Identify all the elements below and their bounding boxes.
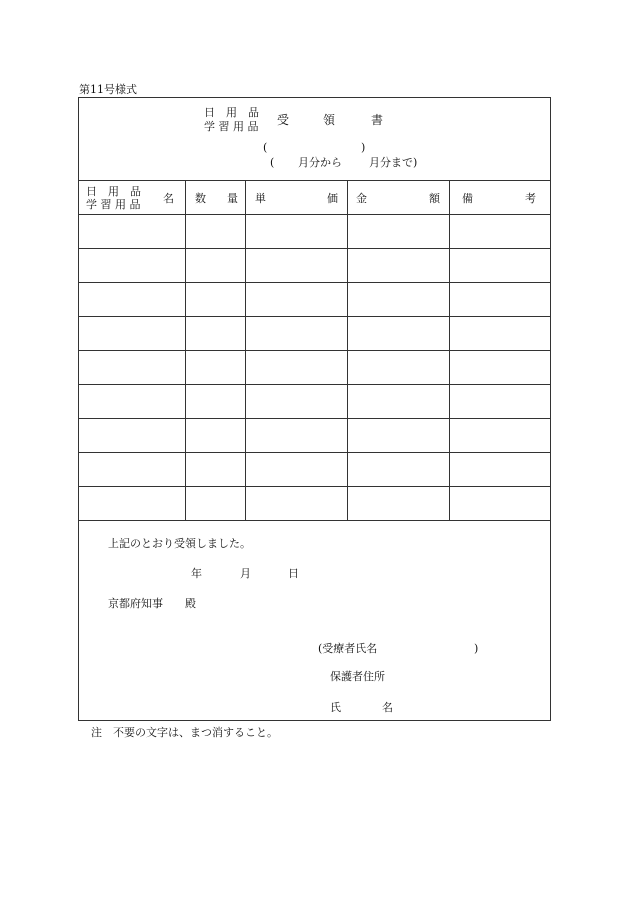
- title-category-line1: 日 用 品: [204, 106, 259, 119]
- table-row-rule: [78, 520, 550, 521]
- period-to: 月分まで): [369, 156, 418, 169]
- period-from: 月分から: [298, 156, 342, 169]
- paren-close: ): [361, 141, 366, 154]
- paren-open: (: [263, 141, 268, 154]
- name-label-a: 氏: [330, 701, 341, 714]
- recipient-label: (受療者氏名: [318, 642, 378, 655]
- col-item-line1: 日 用 品: [86, 185, 141, 198]
- name-label-b: 名: [382, 701, 393, 714]
- table-row-rule: [78, 316, 550, 317]
- title-category-line2: 学 習 用 品: [204, 120, 259, 133]
- table-column-rule: [245, 180, 246, 520]
- col-price-a: 単: [255, 192, 266, 205]
- col-item-line2: 学 習 用 品: [86, 198, 141, 211]
- form-number: 第11号様式: [79, 83, 137, 96]
- table-column-rule: [449, 180, 450, 520]
- col-note-b: 考: [525, 192, 536, 205]
- table-row-rule: [78, 350, 550, 351]
- date-day: 日: [288, 567, 299, 580]
- table-row-rule: [78, 384, 550, 385]
- col-item-suffix: 名: [163, 192, 174, 205]
- date-year: 年: [191, 567, 202, 580]
- table-row-rule: [78, 282, 550, 283]
- receipt-statement: 上記のとおり受領しました。: [108, 537, 251, 550]
- table-row-rule: [78, 418, 550, 419]
- col-qty-b: 量: [227, 192, 238, 205]
- col-note-a: 備: [462, 192, 473, 205]
- title-sho: 書: [371, 113, 384, 127]
- recipient-close: ): [474, 642, 479, 655]
- title-ryo: 領: [323, 113, 336, 127]
- receipt-form: [78, 97, 551, 721]
- col-qty-a: 数: [195, 192, 206, 205]
- col-amount-a: 金: [356, 192, 367, 205]
- guardian-address: 保護者住所: [330, 670, 385, 683]
- table-column-rule: [347, 180, 348, 520]
- table-row-rule: [78, 486, 550, 487]
- addressee: 京都府知事 殿: [108, 597, 196, 610]
- footnote: 注 不要の文字は、まつ消すること。: [91, 726, 278, 739]
- date-month: 月: [240, 567, 251, 580]
- col-price-b: 価: [327, 192, 338, 205]
- col-amount-b: 額: [429, 192, 440, 205]
- period-open: (: [270, 156, 275, 169]
- table-header-rule: [78, 214, 550, 215]
- title-receive: 受: [277, 113, 290, 127]
- table-column-rule: [185, 180, 186, 520]
- table-row-rule: [78, 452, 550, 453]
- table-row-rule: [78, 248, 550, 249]
- table-top-rule: [78, 180, 550, 181]
